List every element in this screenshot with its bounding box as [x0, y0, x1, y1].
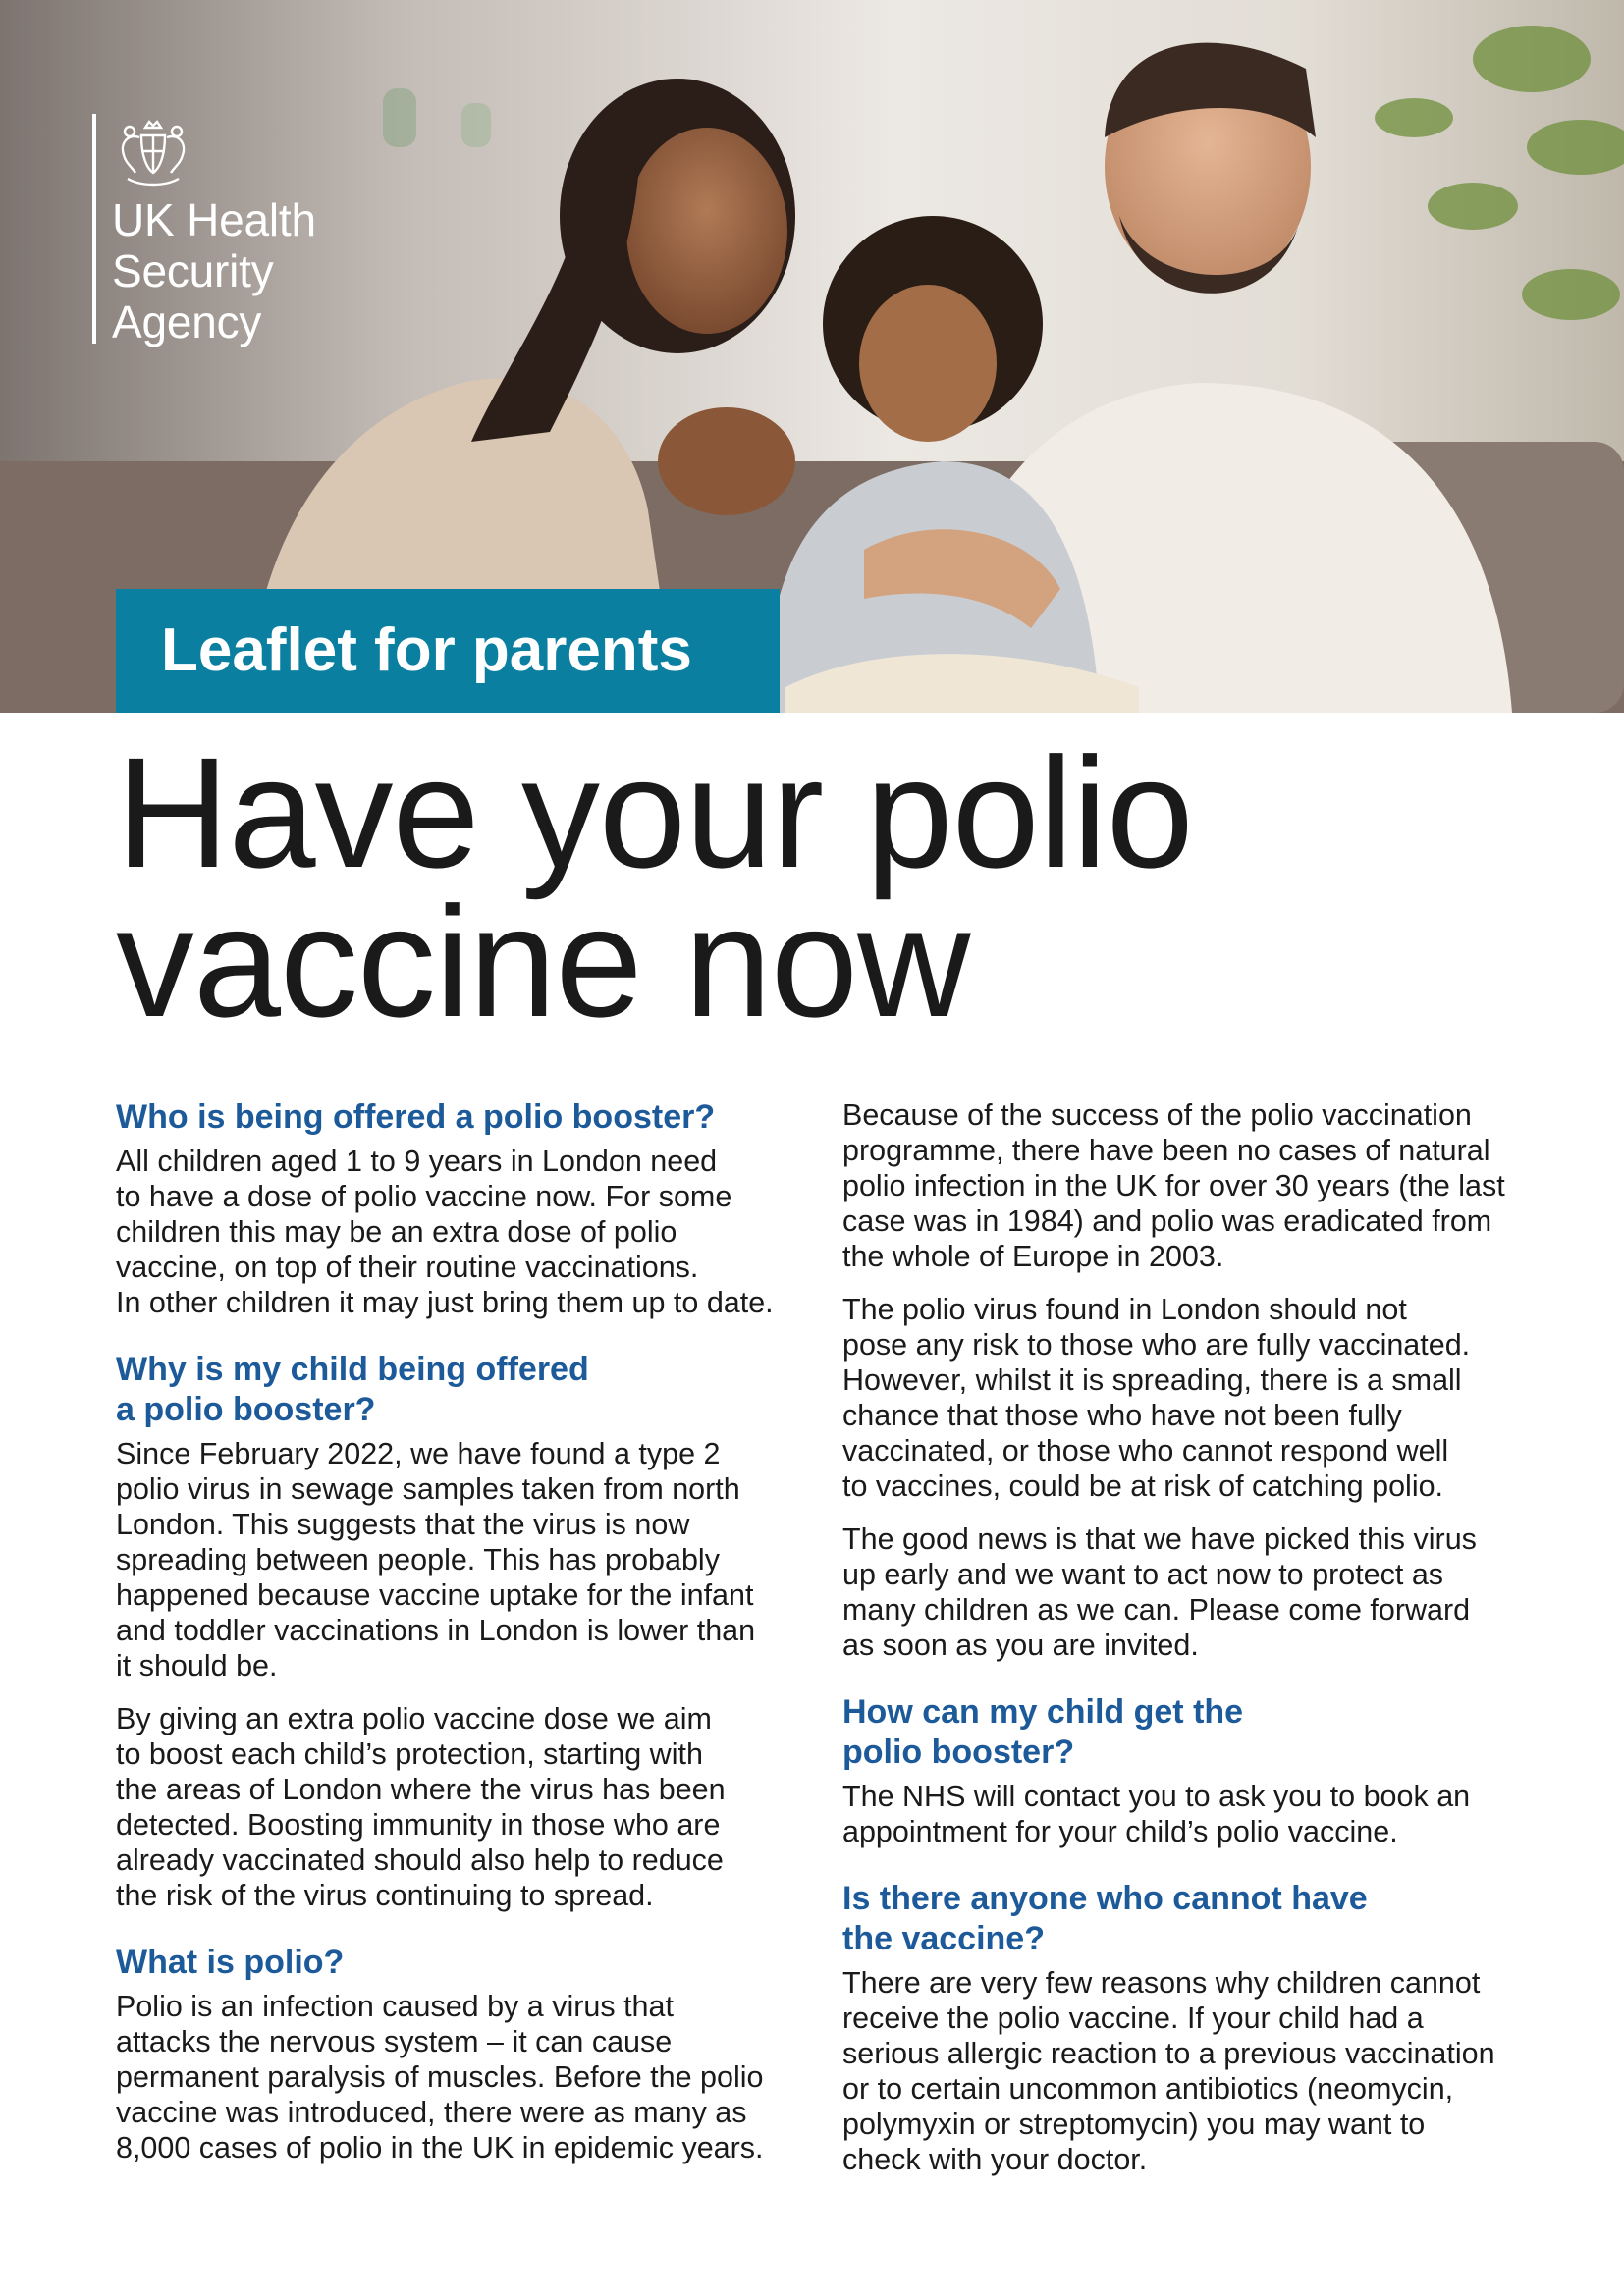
- royal-crest-icon: [112, 118, 194, 192]
- title-line: vaccine now: [116, 874, 970, 1049]
- section-heading-who-cannot: Is there anyone who cannot have the vaccine?: [842, 1880, 1368, 1957]
- hero-photo: [0, 0, 1624, 713]
- left-column: [116, 1097, 793, 2183]
- logo-wordmark: [112, 194, 465, 347]
- paragraph-why-1: Since February 2022, we have found a type 2 polio virus in sewage samples taken from north London. This suggests that the virus is now spreading between people. This has probably happened because vaccine uptake for the infant and toddler vaccinations in London is lower than it should be.: [116, 1437, 756, 1682]
- paragraph-what: Polio is an infection caused by a virus that attacks the nervous system – it can cause permanent paralysis of muscles. Before the polio vaccine was introduced, there were as many as 8,000 cases of polio in the UK in epidemic years.: [116, 1990, 764, 2164]
- leaflet-type-banner: Leaflet for parents: [116, 589, 780, 713]
- section-heading-who: Who is being offered a polio booster?: [116, 1098, 716, 1136]
- logo-line: Agency: [112, 296, 262, 347]
- paragraph-risk: The polio virus found in London should not pose any risk to those who are fully vaccinated. However, whilst it is spreading, there is a small chance that those who have not been fully vaccinated, or those who cannot respond well to vaccines, could be at risk of catching polio.: [842, 1293, 1471, 1503]
- paragraph-who-cannot: There are very few reasons why children cannot receive the polio vaccine. If your child had a serious allergic reaction to a previous vaccination or to certain uncommon antibiotics (neomycin, polymyxin or streptomycin) you may want to check with your doctor.: [842, 1966, 1495, 2176]
- title-line: Have your polio: [116, 724, 1193, 900]
- paragraph-why-2: By giving an extra polio vaccine dose we aim to boost each child’s protection, starting with the areas of London where the virus has been detected. Boosting immunity in those who are already vaccinated should also help to reduce the risk of the virus continuing to spread.: [116, 1702, 726, 1912]
- logo-rule: [92, 114, 96, 344]
- section-heading-what: What is polio?: [116, 1944, 345, 1981]
- section-heading-how: How can my child get the polio booster?: [842, 1693, 1244, 1771]
- page-title: [116, 724, 1530, 1049]
- paragraph-good-news: The good news is that we have picked this virus up early and we want to act now to protect as many children as we can. Please come forward as soon as you are invited.: [842, 1522, 1477, 1662]
- paragraph-how: The NHS will contact you to ask you to book an appointment for your child’s polio vaccine.: [842, 1780, 1471, 1848]
- paragraph-success: Because of the success of the polio vaccination programme, there have been no cases of natural polio infection in the UK for over 30 years (the last case was in 1984) and polio was eradicated from the whole of Europe in 2003.: [842, 1098, 1505, 1273]
- logo-line: Security: [112, 245, 274, 296]
- logo-line: UK Health: [112, 194, 316, 245]
- paragraph-who: All children aged 1 to 9 years in London need to have a dose of polio vaccine now. For some children this may be an extra dose of polio vaccine, on top of their routine vaccinations. In other children it may just bring them up to date.: [116, 1145, 774, 1319]
- section-heading-why: Why is my child being offered a polio booster?: [116, 1351, 589, 1428]
- right-column: [842, 1097, 1520, 2195]
